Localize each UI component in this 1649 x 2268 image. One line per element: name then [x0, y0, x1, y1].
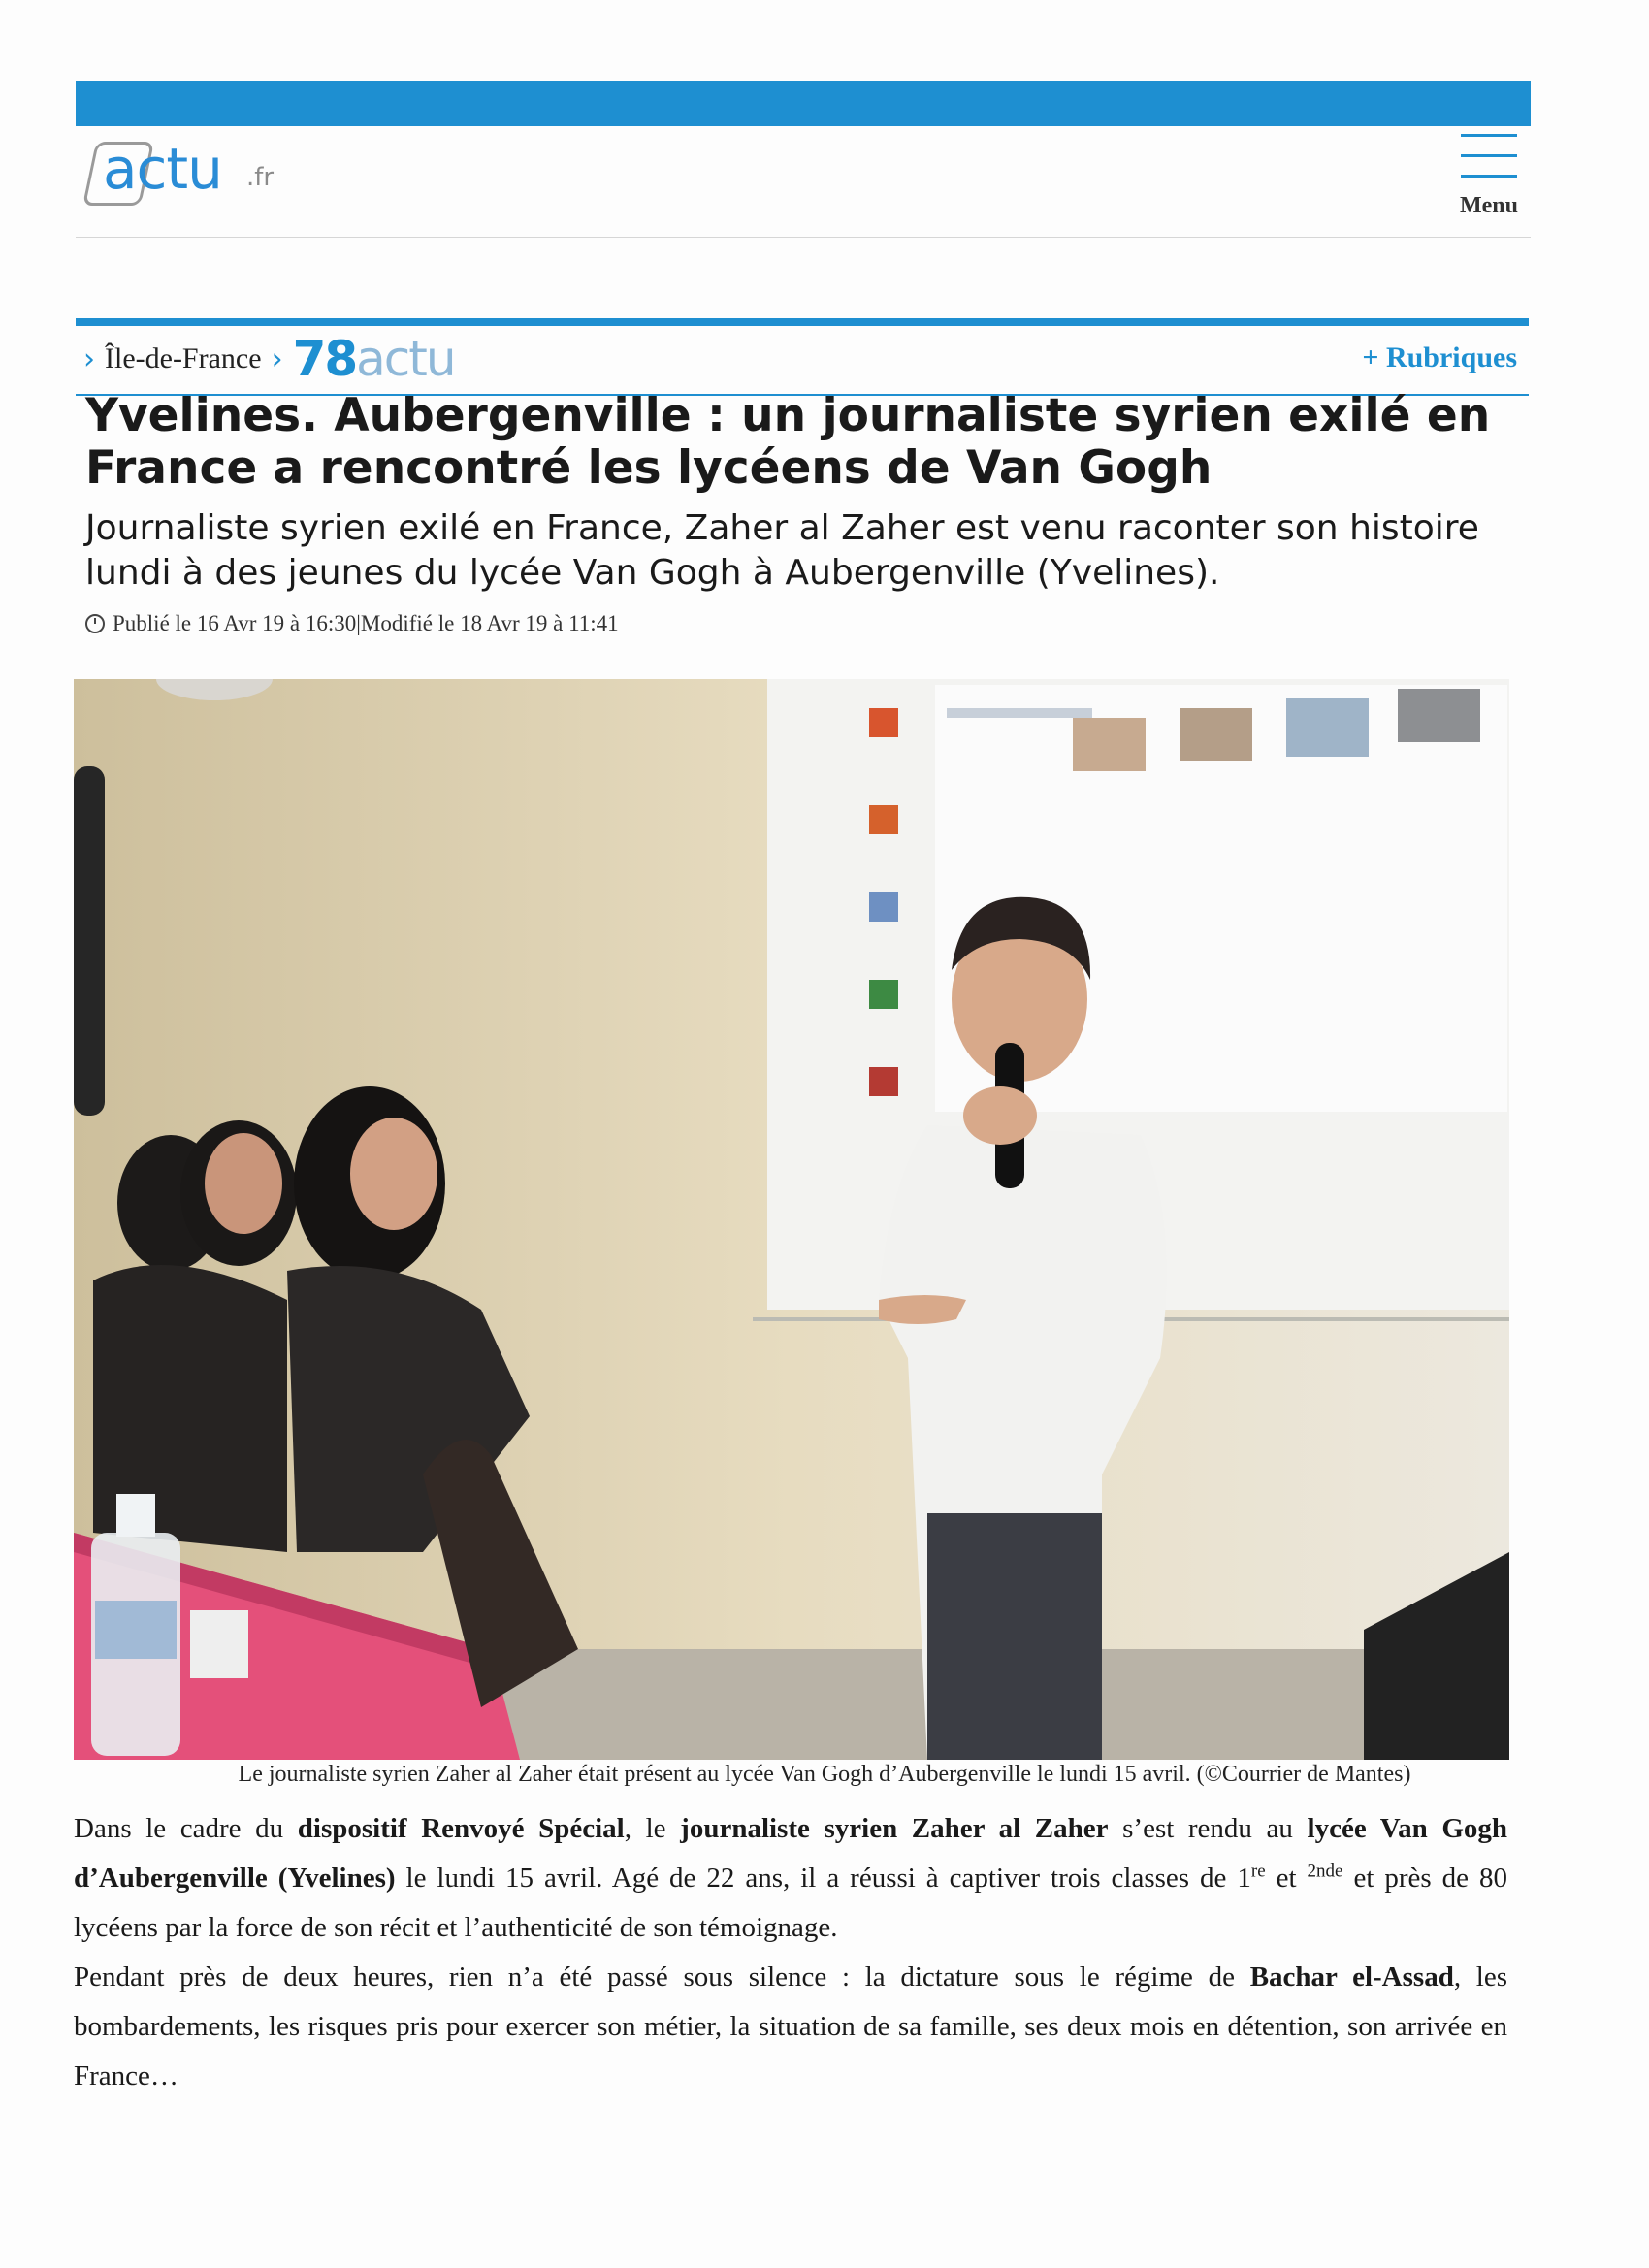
logo-tld: .fr	[246, 163, 275, 192]
header-divider	[76, 237, 1531, 238]
article-title: Yvelines. Aubergenville : un journaliste syrien exilé en France a rencontré les lycéens de Van Gogh	[85, 389, 1491, 495]
article-paragraph-2	[74, 1953, 1507, 2101]
top-accent-bar	[76, 81, 1531, 126]
p1-text-4: le lundi 15 avril. Agé de 22 ans, il a réussi à captiver trois classes de 1	[395, 1863, 1251, 1894]
menu-label: Menu	[1460, 193, 1518, 218]
p1-bold-1: dispositif Renvoyé Spécial	[297, 1813, 625, 1844]
menu-button[interactable]	[1451, 134, 1527, 231]
p1-text-5: et	[1265, 1863, 1308, 1894]
breadcrumb-region[interactable]: Île-de-France	[105, 342, 262, 374]
p1-bold-2: journaliste syrien Zaher al Zaher	[680, 1813, 1109, 1844]
chevron-right-icon: ›	[271, 341, 283, 376]
article-paragraph-1	[74, 1804, 1507, 1953]
p1-text-1: Dans le cadre du	[74, 1813, 298, 1844]
rubriques-link[interactable]: + Rubriques	[1362, 341, 1517, 373]
p1-bold-3: lycée Van Gogh d’Aubergenville (Yvelines)	[74, 1813, 1508, 1894]
brand-78-word: actu	[356, 331, 455, 387]
brand-78-number: 78	[292, 331, 357, 387]
p1-text-3: s’est rendu au	[1108, 1813, 1308, 1844]
breadcrumb	[83, 332, 455, 386]
clock-icon	[85, 614, 105, 633]
p1-sup-1: re	[1250, 1861, 1266, 1882]
photo-caption: Le journaliste syrien Zaher al Zaher était présent au lycée Van Gogh d’Aubergenville le lundi 15 avril. (©Courrier de Mantes)	[238, 1762, 1411, 1787]
p1-sup-2: 2nde	[1307, 1861, 1343, 1882]
p2-text-1: Pendant près de deux heures, rien n’a été passé sous silence : la dictature sous le régime de	[74, 1961, 1250, 1993]
article-body	[74, 1804, 1507, 2101]
section-accent-bar	[76, 318, 1529, 326]
p2-text-2: , les bombardements, les risques pris pour exercer son métier, la situation de sa famille, ses deux mois en détention, son arrivée en France…	[74, 1961, 1507, 2091]
p1-text-6: et près de 80 lycéens par la force de son récit et l’authenticité de son témoignage.	[74, 1863, 1507, 1943]
chevron-right-icon: ›	[83, 341, 95, 376]
p2-bold-1: Bachar el-Assad	[1249, 1961, 1454, 1993]
hamburger-icon	[1451, 134, 1527, 178]
brand-78actu-logo[interactable]	[293, 331, 455, 387]
publish-meta	[85, 611, 619, 636]
actu-logo[interactable]	[83, 126, 307, 213]
article-subtitle: Journaliste syrien exilé en France, Zaher al Zaher est venu raconter son histoire lundi à des jeunes du lycée Van Gogh à Aubergenville (Yvelines).	[85, 508, 1479, 593]
photo-illustration	[74, 679, 1509, 1760]
p1-text-2: , le	[624, 1813, 681, 1844]
publish-date: Publié le 16 Avr 19 à 16:30|Modifié le 18 Avr 19 à 11:41	[113, 611, 619, 635]
article-photo[interactable]	[74, 679, 1509, 1760]
logo-word: actu	[103, 136, 222, 202]
